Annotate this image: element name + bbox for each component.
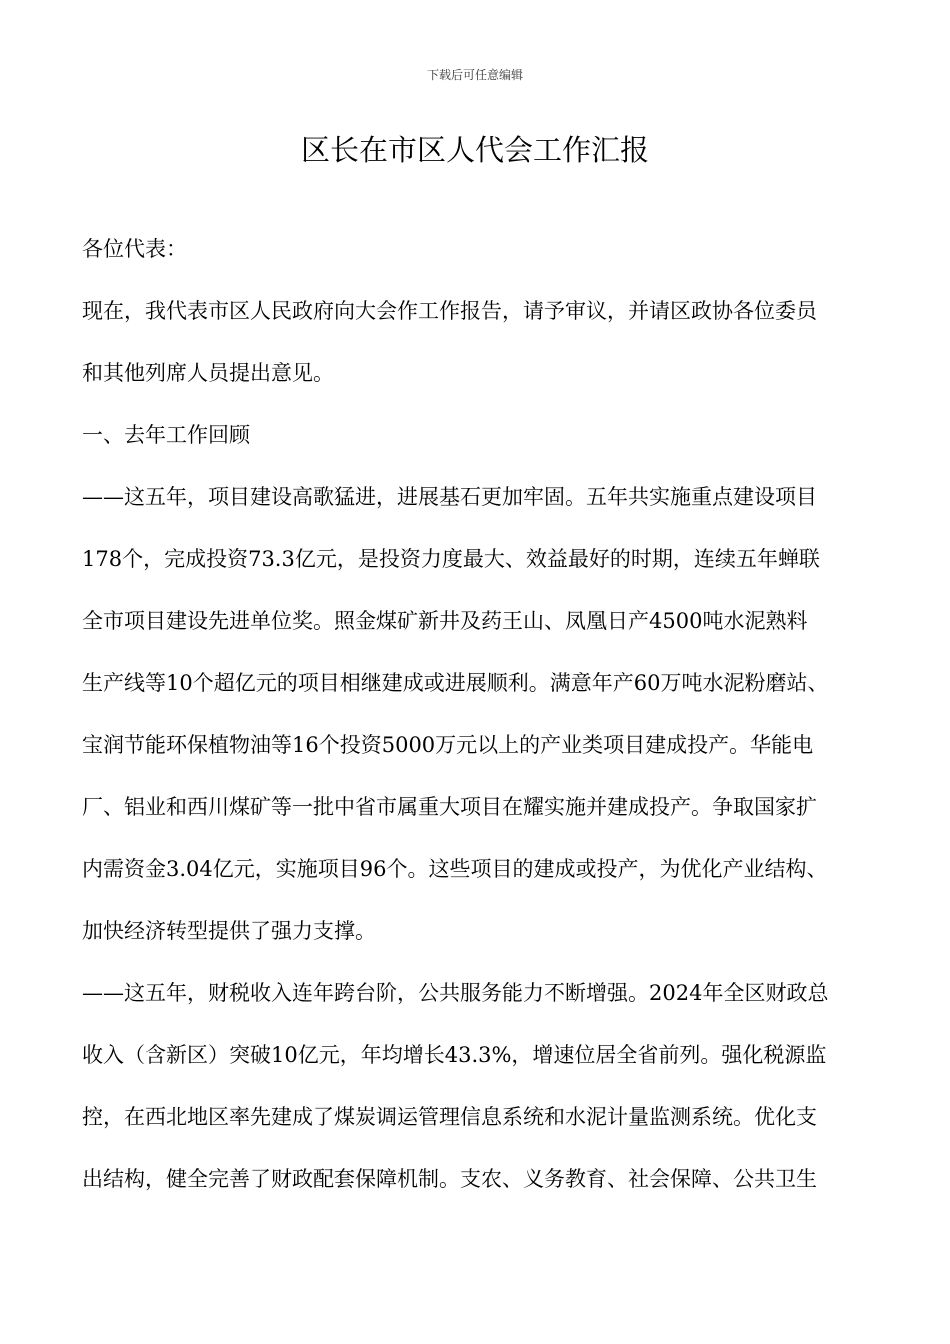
- document-body: [82, 218, 872, 1210]
- section-heading: 一、去年工作回顾: [82, 423, 250, 447]
- text-line: 内需资金3.04亿元，实施项目96个。这些项目的建成或投产，为优化产业结构、: [82, 857, 828, 881]
- text-line: 控，在西北地区率先建成了煤炭调运管理信息系统和水泥计量监测系统。优化支: [82, 1105, 817, 1129]
- text-line: 全市项目建设先进单位奖。照金煤矿新井及药王山、凤凰日产4500吨水泥熟料: [82, 609, 808, 633]
- text-line: 厂、铝业和西川煤矿等一批中省市属重大项目在耀实施并建成投产。争取国家扩: [82, 795, 817, 819]
- text-line: ——这五年，项目建设高歌猛进，进展基石更加牢固。五年共实施重点建设项目: [82, 485, 817, 509]
- text-line: 收入（含新区）突破10亿元，年均增长43.3%，增速位居全省前列。强化税源监: [82, 1043, 827, 1067]
- text-line: 宝润节能环保植物油等16个投资5000万元以上的产业类项目建成投产。华能电: [82, 733, 814, 757]
- text-line: 现在，我代表市区人民政府向大会作工作报告，请予审议，并请区政协各位委员: [82, 299, 817, 323]
- text-line: ——这五年，财税收入连年跨台阶，公共服务能力不断增强。2024年全区财政总: [82, 981, 829, 1005]
- text-line: 和其他列席人员提出意见。: [82, 361, 334, 385]
- text-line: 178个，完成投资73.3亿元，是投资力度最大、效益最好的时期，连续五年蝉联: [82, 547, 820, 571]
- text-line: 出结构，健全完善了财政配套保障机制。支农、义务教育、社会保障、公共卫生: [82, 1167, 817, 1191]
- text-line: 加快经济转型提供了强力支撑。: [82, 919, 376, 943]
- text-line: 各位代表：: [82, 237, 187, 261]
- document-title: 区长在市区人代会工作汇报: [300, 133, 649, 167]
- header-note: 下载后可任意编辑: [426, 68, 523, 82]
- text-line: 生产线等10个超亿元的项目相继建成或进展顺利。满意年产60万吨水泥粉磨站、: [82, 671, 829, 695]
